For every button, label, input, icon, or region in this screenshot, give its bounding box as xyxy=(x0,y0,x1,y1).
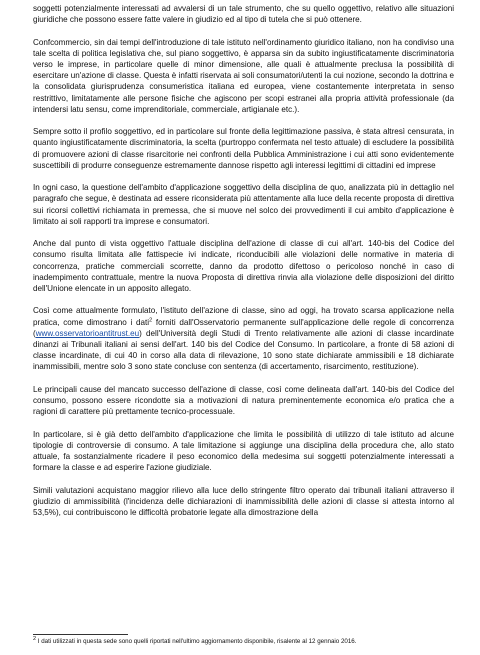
paragraph-4: In ogni caso, la questione dell'ambito d'applicazione soggettivo della disciplina de quo, analizzata più in dettaglio nel paragrafo che segue, è destinata ad essere riconsiderata più attentamente alla luce della recente proposta di direttiva sui ricorsi collettivi richiamata in premessa, che si muove nel solco dei provvedimenti il cui ambito d'applicazione è limitato ai soli rapporti tra imprese e consumatori. xyxy=(33,183,454,226)
paragraph-6-text-end: ) dell'Università degli Studi di Trento relativamente alle azioni di classe incardinate dinanzi ai Tribunali italiani ai sensi dell'art. 140 bis del Codice del Consumo. In particolare, a fronte di 58 azioni di classe incardinate, di cui 40 in corso alla data di rilevazione, 10 sono state dichiarate ammissibili e 18 dichiarate inammissibili, mentre solo 3 sono state concluse con sentenza (di accertamento, risarcimento, restituzione). xyxy=(33,328,454,372)
footnote-text: I dati utilizzati in questa sede sono quelli riportati nell'ultimo aggiornamento disponibile, risalente al 12 gennaio 2016. xyxy=(36,638,357,645)
paragraph-1: soggetti potenzialmente interessati ad avvalersi di un tale strumento, che su quello oggettivo, relativo alle situazioni giuridiche che possono essere fatte valere in giudizio ed al tipo di tutela che si può ottenere. xyxy=(33,4,454,25)
paragraph-6 xyxy=(33,305,454,372)
paragraph-2: Confcommercio, sin dai tempi dell'introduzione di tale istituto nell'ordinamento giuridico italiano, non ha condiviso una tale scelta di politica legislativa che, sul piano soggettivo, è apparsa sin da subito ingiustificatamente discriminatoria verso le imprese, in particolare quelle di minor dimensione, alle quali è attualmente preclusa la possibilità di esercitare un'azione di classe. Questa è infatti riservata ai soli consumatori/utenti la cui nozione, secondo la dottrina e la consolidata giurisprudenza consumeristica italiana ed europea, viene costantemente interpretata in senso restrittivo, limitatamente alle persone fisiche che agiscono per scopi estranei alla propria attività professionale (da intendersi latu sensu, come imprenditoriale, commerciale, artigianale etc.). xyxy=(33,37,454,114)
paragraph-3: Sempre sotto il profilo soggettivo, ed in particolare sul fronte della legittimazione passiva, è stata altresì censurata, in quanto ingiustificatamente discriminatoria, la scelta (purtroppo confermata nel testo attuale) di escludere la possibilità di promuovere azioni di classe risarcitorie nei confronti della Pubblica Amministrazione i cui atti sono evidentemente suscettibili di produrre conseguenze estremamente dannose rispetto agli interessi legittimi di cittadini ed imprese xyxy=(33,127,454,170)
osservatorio-link[interactable]: www.osservatorioantitrust.eu xyxy=(35,328,140,338)
footnote-marker: 2 xyxy=(33,635,37,642)
paragraph-6-text-mid: forniti dall'Osservatorio permanente sull'applicazione delle regole di concorrenza ( xyxy=(33,317,454,338)
body-text xyxy=(33,3,454,529)
paragraph-6-text-start: Così come attualmente formulato, l'istituto dell'azione di classe, sino ad oggi, ha trovato scarsa applicazione nella pratica, come dimostrano i dati xyxy=(33,306,454,327)
paragraph-5: Anche dal punto di vista oggettivo l'attuale disciplina dell'azione di classe di cui all'art. 140-bis del Codice del consumo risulta limitata alle fattispecie ivi indicate, riconducibili alle violazioni delle normative in materia di concorrenza, pratiche commerciali scorrette, danno da prodotto difettoso o pericoloso nonché in caso di inadempimento contrattuale, mentre la nuova Proposta di direttiva rinvia alla violazione delle disposizioni del diritto dell'Unione elencate in un apposito allegato. xyxy=(33,239,454,294)
footnote-divider xyxy=(33,634,128,635)
paragraph-8: In particolare, si è già detto dell'ambito d'applicazione che limita le possibilità di utilizzo di tale istituto ad alcune tipologie di controversie di consumo. A tale limitazione si aggiunge una disciplina della procedura che, allo stato attuale, fa sostanzialmente ricadere il peso economico della medesima sui soggetti potenzialmente interessati a formare la classe e ad esperire l'azione giudiziale. xyxy=(33,429,454,473)
footnote-ref: 2 xyxy=(149,316,153,323)
paragraph-9: Simili valutazioni acquistano maggior rilievo alla luce dello stringente filtro operato dai tribunali italiani attraverso il giudizio di ammissibilità (l'incidenza delle dichiarazioni di inammissibilità delle azioni di classe si attesta intorno al 53,5%), cui contribuiscono le difficoltà probatorie legate alla dimostrazione della xyxy=(33,485,454,518)
paragraph-7: Le principali cause del mancato successo dell'azione di classe, così come delineata dall'art. 140-bis del Codice del consumo, possono essere ricondotte sia a motivazioni di natura preminentemente economica e/o pratica che a ragioni di carattere più prettamente tecnico-processuale. xyxy=(33,384,454,417)
footnote xyxy=(33,635,454,646)
